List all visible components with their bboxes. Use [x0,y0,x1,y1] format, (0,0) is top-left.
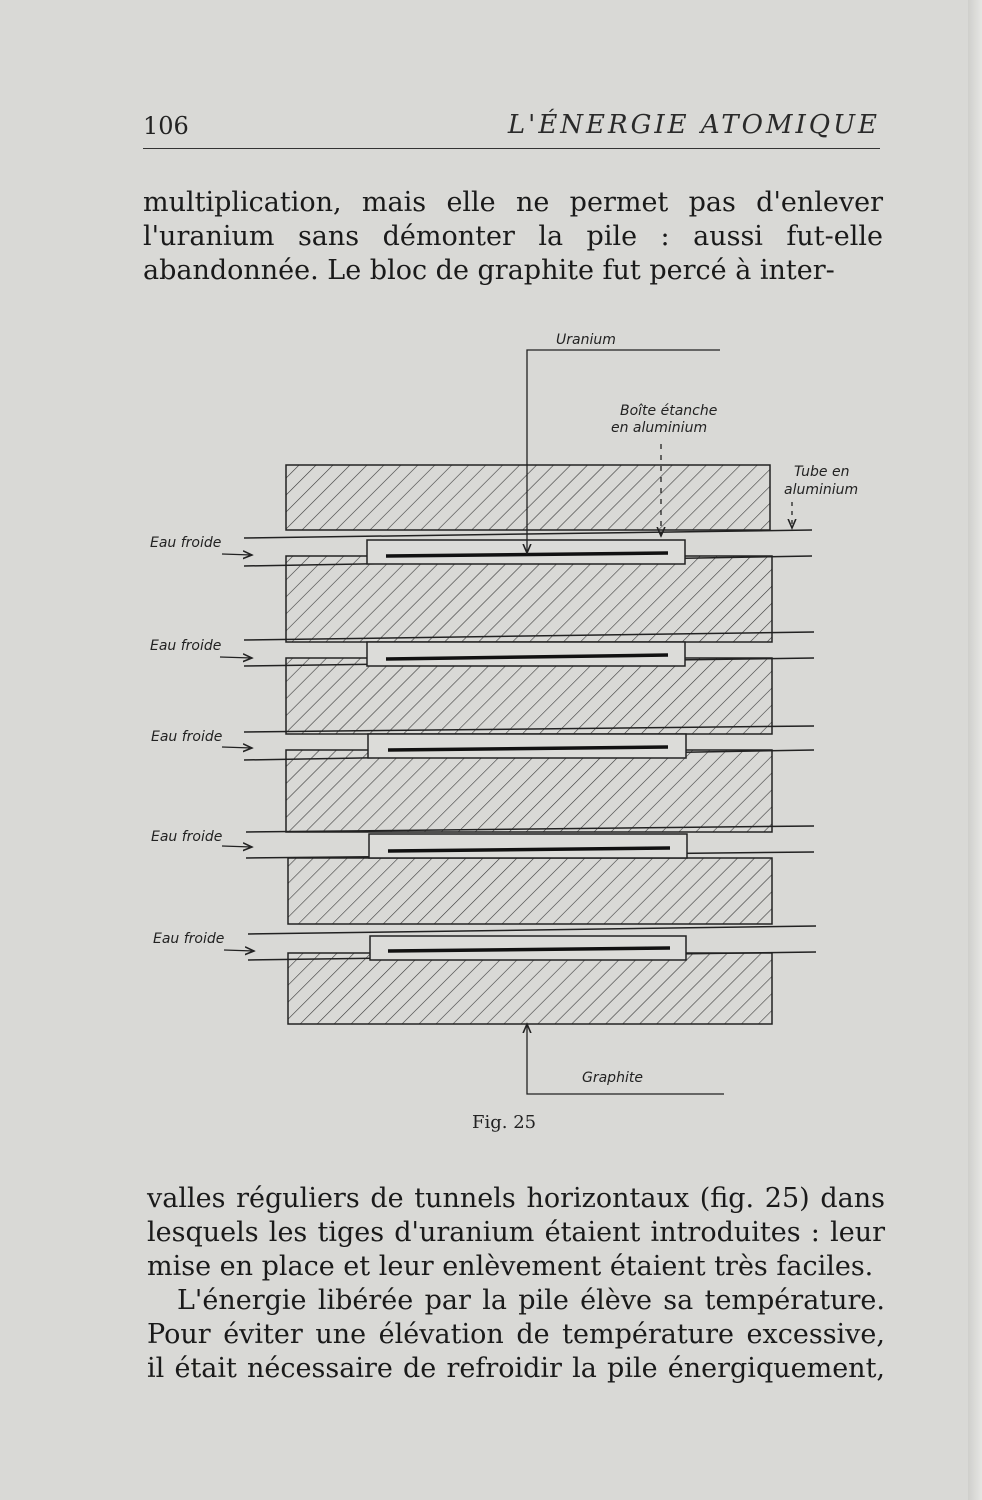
text-line: multiplication, mais elle ne permet pas d'enlever [143,187,883,218]
page-number: 106 [143,112,189,140]
paragraph-bottom [147,1182,885,1386]
water-arrow [224,950,254,951]
book-title: L'ÉNERGIE ATOMIQUE [507,110,880,140]
text-line: valles réguliers de tunnels horizontaux (fig. 25) dans [147,1183,885,1214]
graphite-block [288,858,772,924]
text-line: Pour éviter une élévation de température excessive, [147,1319,885,1350]
water-arrow [222,846,252,847]
water-arrows [220,554,254,951]
label-graphite: Graphite [582,1070,643,1086]
label-cold-water: Eau froide [150,638,222,654]
label-box-line1: Boîte étanche [620,403,718,419]
text-line: mise en place et leur enlèvement étaient très faciles. [147,1251,874,1282]
label-box-line2: en aluminium [611,420,708,436]
label-cold-water: Eau froide [151,829,223,845]
text-line: lesquels les tiges d'uranium étaient introduites : leur [147,1217,885,1248]
graphite-block [286,556,772,642]
text-line: abandonnée. Le bloc de graphite fut percé à inter- [143,255,835,286]
text-line: l'uranium sans démonter la pile : aussi fut-elle [143,221,883,252]
water-arrow [220,657,252,658]
text-line: L'énergie libérée par la pile élève sa température. [177,1285,885,1316]
graphite-block [288,953,772,1024]
graphite-block [286,465,770,530]
label-cold-water: Eau froide [151,729,223,745]
label-cold-water: Eau froide [153,931,225,947]
label-tube-line2: aluminium [784,482,859,498]
label-uranium: Uranium [556,332,616,348]
graphite-block [286,658,772,734]
tube-wall [244,530,812,538]
water-arrow [222,554,252,555]
water-arrow [222,747,252,748]
label-tube-line1: Tube en [794,464,850,480]
text-line: il était nécessaire de refroidir la pile énergiquement, [147,1353,885,1384]
label-cold-water: Eau froide [150,535,222,551]
tube-wall [248,926,816,934]
aluminium-box [369,834,687,858]
figure-caption: Fig. 25 [472,1112,537,1133]
graphite-block [286,750,772,832]
